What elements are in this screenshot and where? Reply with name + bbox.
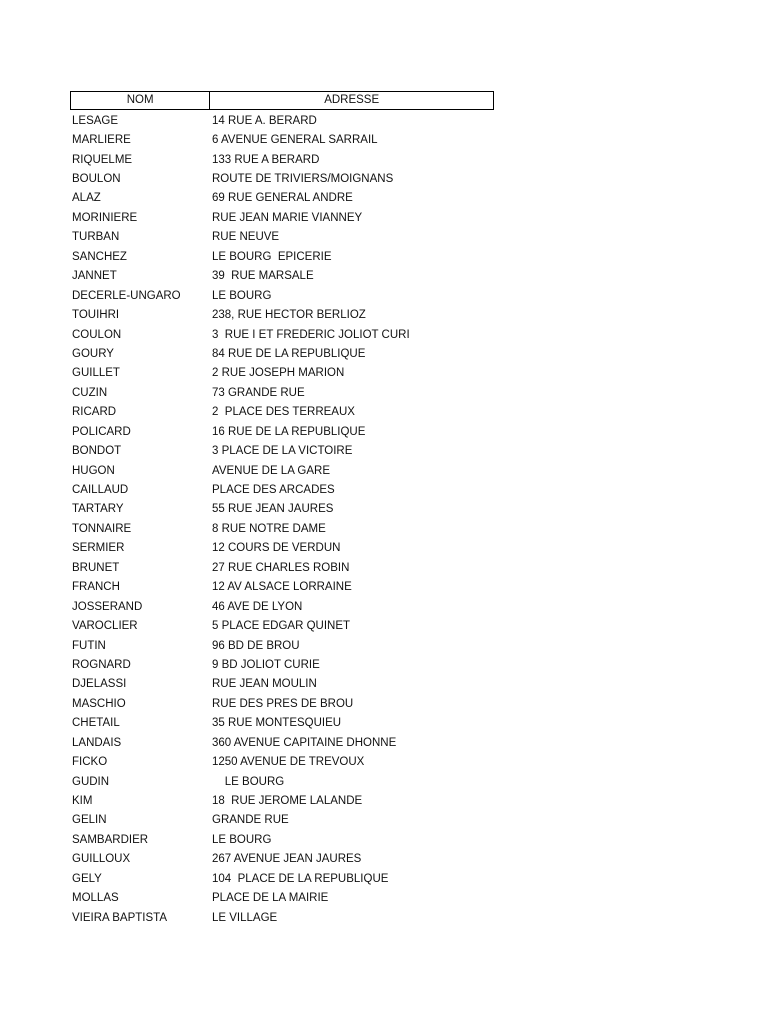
cell-nom: FUTIN [72, 639, 106, 652]
table-row [70, 267, 494, 286]
table-row [70, 383, 494, 402]
cell-nom: BOULON [72, 173, 121, 186]
cell-adresse: 104 PLACE DE LA REPUBLIQUE [212, 872, 389, 885]
table-row [70, 422, 494, 441]
table-row [70, 480, 494, 499]
cell-adresse: 9 BD JOLIOT CURIE [212, 658, 320, 671]
table-row [70, 519, 494, 538]
table-row [70, 733, 494, 752]
cell-adresse: RUE JEAN MOULIN [212, 678, 317, 691]
cell-nom: KIM [72, 795, 93, 808]
cell-nom: CHETAIL [72, 717, 120, 730]
table-row [70, 305, 494, 324]
cell-nom: GELY [72, 872, 102, 885]
cell-nom: CUZIN [72, 386, 108, 399]
table-row [70, 850, 494, 869]
cell-nom: JOSSERAND [72, 600, 143, 613]
cell-adresse: ROUTE DE TRIVIERS/MOIGNANS [212, 173, 394, 186]
cell-adresse: 18 RUE JEROME LALANDE [212, 795, 363, 808]
cell-nom: RICARD [72, 406, 117, 419]
cell-adresse: 360 AVENUE CAPITAINE DHONNE [212, 736, 397, 749]
table-row [70, 811, 494, 830]
table-row [70, 461, 494, 480]
cell-nom: MORINIERE [72, 211, 138, 224]
cell-nom: SAMBARDIER [72, 833, 149, 846]
cell-nom: LESAGE [72, 114, 119, 127]
table-row [70, 150, 494, 169]
cell-adresse: AVENUE DE LA GARE [212, 464, 331, 477]
cell-adresse: LE BOURG [212, 775, 285, 788]
table-row [70, 364, 494, 383]
cell-adresse: RUE DES PRES DE BROU [212, 697, 354, 710]
table-row [70, 772, 494, 791]
cell-adresse: 69 RUE GENERAL ANDRE [212, 192, 353, 205]
cell-adresse: 6 AVENUE GENERAL SARRAIL [212, 134, 378, 147]
table-body [70, 111, 494, 927]
table-row [70, 636, 494, 655]
cell-nom: RIQUELME [72, 153, 133, 166]
cell-adresse: 16 RUE DE LA REPUBLIQUE [212, 425, 366, 438]
cell-nom: TONNAIRE [72, 522, 132, 535]
cell-adresse: 27 RUE CHARLES ROBIN [212, 561, 350, 574]
table-header-row [70, 91, 494, 110]
cell-nom: BRUNET [72, 561, 120, 574]
cell-adresse: 238, RUE HECTOR BERLIOZ [212, 309, 366, 322]
cell-adresse: 3 PLACE DE LA VICTOIRE [212, 445, 353, 458]
cell-adresse: 55 RUE JEAN JAURES [212, 503, 334, 516]
table-row [70, 714, 494, 733]
table-row [70, 403, 494, 422]
cell-nom: GUILLOUX [72, 853, 131, 866]
table-row [70, 616, 494, 635]
cell-adresse: 5 PLACE EDGAR QUINET [212, 620, 351, 633]
table-row [70, 830, 494, 849]
cell-nom: ALAZ [72, 192, 101, 205]
table-row [70, 441, 494, 460]
table-row [70, 675, 494, 694]
cell-adresse: 133 RUE A BERARD [212, 153, 320, 166]
table-row [70, 286, 494, 305]
cell-adresse: 35 RUE MONTESQUIEU [212, 717, 342, 730]
table-row [70, 655, 494, 674]
cell-nom: DECERLE-UNGARO [72, 289, 181, 302]
cell-nom: TURBAN [72, 231, 120, 244]
cell-adresse: 96 BD DE BROU [212, 639, 300, 652]
table-row [70, 694, 494, 713]
table-row [70, 325, 494, 344]
cell-nom: FICKO [72, 756, 108, 769]
cell-adresse: 1250 AVENUE DE TREVOUX [212, 756, 365, 769]
cell-nom: VIEIRA BAPTISTA [72, 911, 168, 924]
cell-nom: MASCHIO [72, 697, 126, 710]
table-row [70, 169, 494, 188]
header-adresse: ADRESSE [324, 94, 380, 106]
cell-nom: LANDAIS [72, 736, 122, 749]
cell-nom: ROGNARD [72, 658, 131, 671]
cell-adresse: 12 COURS DE VERDUN [212, 542, 341, 555]
cell-nom: MOLLAS [72, 892, 119, 905]
cell-nom: TOUIHRI [72, 309, 120, 322]
address-table [70, 91, 494, 927]
table-row [70, 247, 494, 266]
table-row [70, 539, 494, 558]
table-row [70, 597, 494, 616]
cell-adresse: LE BOURG [212, 833, 272, 846]
cell-nom: FRANCH [72, 581, 120, 594]
cell-adresse: LE BOURG EPICERIE [212, 250, 332, 263]
cell-nom: GOURY [72, 347, 114, 360]
cell-nom: HUGON [72, 464, 115, 477]
table-row [70, 189, 494, 208]
cell-nom: BONDOT [72, 445, 122, 458]
table-row [70, 111, 494, 130]
cell-nom: VAROCLIER [72, 620, 138, 633]
cell-adresse: 39 RUE MARSALE [212, 270, 314, 283]
cell-adresse: 2 PLACE DES TERREAUX [212, 406, 355, 419]
cell-adresse: RUE NEUVE [212, 231, 280, 244]
table-row [70, 889, 494, 908]
cell-adresse: 46 AVE DE LYON [212, 600, 303, 613]
cell-adresse: 8 RUE NOTRE DAME [212, 522, 326, 535]
cell-nom: CAILLAUD [72, 484, 129, 497]
cell-nom: GUILLET [72, 367, 120, 380]
cell-adresse: 14 RUE A. BERARD [212, 114, 317, 127]
cell-adresse: PLACE DE LA MAIRIE [212, 892, 329, 905]
cell-adresse: LE VILLAGE [212, 911, 278, 924]
header-nom: NOM [71, 92, 210, 109]
table-row [70, 578, 494, 597]
cell-adresse: GRANDE RUE [212, 814, 289, 827]
cell-adresse: RUE JEAN MARIE VIANNEY [212, 211, 363, 224]
table-row [70, 908, 494, 927]
cell-adresse: 12 AV ALSACE LORRAINE [212, 581, 352, 594]
cell-nom: SERMIER [72, 542, 125, 555]
table-row [70, 208, 494, 227]
cell-nom: JANNET [72, 270, 117, 283]
table-row [70, 130, 494, 149]
table-row [70, 869, 494, 888]
cell-nom: TARTARY [72, 503, 124, 516]
cell-nom: GELIN [72, 814, 107, 827]
table-row [70, 500, 494, 519]
cell-nom: COULON [72, 328, 122, 341]
cell-adresse: PLACE DES ARCADES [212, 484, 335, 497]
cell-nom: POLICARD [72, 425, 131, 438]
cell-adresse: 84 RUE DE LA REPUBLIQUE [212, 347, 366, 360]
table-row [70, 344, 494, 363]
cell-nom: DJELASSI [72, 678, 127, 691]
cell-nom: MARLIERE [72, 134, 131, 147]
cell-nom: GUDIN [72, 775, 110, 788]
cell-adresse: 3 RUE I ET FREDERIC JOLIOT CURI [212, 328, 410, 341]
cell-adresse: 267 AVENUE JEAN JAURES [212, 853, 362, 866]
table-row [70, 752, 494, 771]
table-row [70, 791, 494, 810]
cell-adresse: 2 RUE JOSEPH MARION [212, 367, 345, 380]
table-row [70, 228, 494, 247]
cell-nom: SANCHEZ [72, 250, 127, 263]
cell-adresse: LE BOURG [212, 289, 272, 302]
table-row [70, 558, 494, 577]
cell-adresse: 73 GRANDE RUE [212, 386, 305, 399]
